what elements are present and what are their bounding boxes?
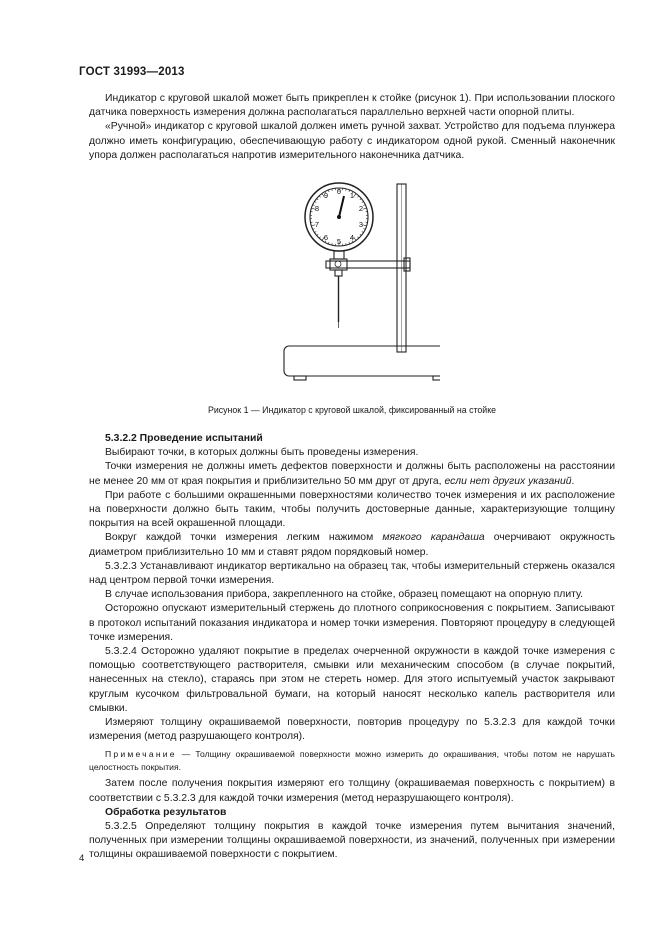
dial-number-6: 6: [323, 233, 329, 242]
paragraph-pencil-circle: Вокруг каждой точки измерения легким нажимом мягкого карандаша очерчивают окружность диаметром приблизительно 10 мм и ставят рядом порядковый номер.: [89, 532, 615, 558]
dial-hub: [337, 215, 341, 219]
paragraph-select-points: Выбирают точки, в которых должны быть проведены измерения.: [105, 447, 419, 459]
figure-caption: Рисунок 1 — Индикатор с круговой шкалой, фиксированный на стойке: [207, 405, 497, 415]
dial-number-3: 3: [358, 220, 364, 229]
dial-indicator-drawing: [240, 182, 440, 392]
base-foot-right: [433, 376, 440, 380]
section-5322: [89, 432, 615, 863]
arm-clamp: [404, 258, 410, 271]
base-foot-left: [294, 376, 306, 380]
dial-tick: [319, 237, 320, 238]
paragraph-stand-mounted: В случае использования прибора, закрепленного на стойке, образец помещают на опорную плиту.: [105, 589, 584, 601]
paragraph-large-surfaces: При работе с большими окрашенными поверхностями количество точек измерения и их расположение на поверхности должно быть таким, чтобы получить достоверные данные, характеризующие толщину покрытия на всей окрашенной площади.: [89, 489, 615, 530]
dial-tick: [363, 225, 367, 226]
dial-tick: [360, 234, 362, 235]
paragraph-5325: 5.3.2.5 Определяют толщину покрытия в каждой точке измерения путем вычитания значений, полученных при измерении толщины окрашиваемой поверхности, из значений, полученных при измерении толщины окрашиваемой поверхности с покрытием.: [89, 821, 615, 861]
dial-number-0: 0: [336, 187, 342, 196]
paragraph-nondestructive: Затем после получения покрытия измеряют его толщину (окрашиваемая поверхность с покрытием) в соответствии с 5.3.2.3 для каждой точки измерения (метод неразрушающего контроля).: [89, 778, 615, 804]
results-heading: Обработка результатов: [105, 806, 227, 818]
page-number: 4: [79, 853, 85, 864]
figure-dial-indicator: [240, 182, 440, 392]
dial-number-7: 7: [314, 220, 320, 229]
paragraph-measure-substrate: Измеряют толщину окрашиваемой поверхности, повторив процедуру по 5.3.2.3 для каждой точки измерения (метод разрушающего контроля).: [89, 717, 615, 743]
dial-tick: [319, 196, 320, 197]
dial-needle: [339, 196, 344, 217]
section-heading-5322: 5.3.2.2 Проведение испытаний: [105, 433, 263, 444]
dial-number-8: 8: [314, 204, 320, 213]
dial-tick: [357, 196, 358, 197]
dial-tick: [363, 208, 367, 209]
intro-paragraph-1: Индикатор с круговой шкалой может быть прикреплен к стойке (рисунок 1). При использовании плоского датчика поверхность измерения должна располагаться параллельно верхней части опорной плиты.: [89, 93, 615, 119]
dial-number-4: 4: [349, 233, 355, 242]
paragraph-point-requirements: Точки измерения не должны иметь дефектов поверхности и должны быть расположены на расстоянии не менее 20 мм от края покрытия и приблизительно 50 мм друг от друга, если нет других указаний.: [89, 461, 615, 487]
dial-tick: [357, 237, 358, 238]
dial-tick: [317, 234, 319, 235]
paragraph-5323: 5.3.2.3 Устанавливают индикатор вертикально на образец так, чтобы измерительный стержень оказался над центром первой точки измерения.: [89, 560, 615, 587]
dial-number-9: 9: [323, 191, 329, 200]
note: Примечание — Толщину окрашиваемой поверхности можно измерить до окрашивания, чтобы потом не нарушать целостность покрытия.: [89, 749, 615, 772]
dial-number-2: 2: [358, 204, 364, 213]
paragraph-5324: 5.3.2.4 Осторожно удаляют покрытие в пределах очерченной окружности в каждой точке измерения с помощью соответствующего растворителя, смывки или механическим способом (в случае покрытий, нанесенных на стекло), стараясь при этом не стереть номер. Для этого испытуемый участок закрывают круглым кусочком фильтровальной бумаги, на который наносят несколько капель растворителя или смывки.: [89, 646, 615, 714]
dial-tick: [317, 199, 319, 200]
dial-number-1: 1: [349, 191, 355, 200]
document-header: ГОСТ 31993—2013: [79, 66, 185, 78]
dial-tick: [360, 199, 362, 200]
intro-text: [89, 92, 615, 163]
dial-number-5: 5: [336, 237, 342, 246]
stand-base: [284, 346, 440, 376]
dial-stem: [334, 251, 344, 259]
paragraph-lower-rod: Осторожно опускают измерительный стержень до плотного соприкосновения с покрытием. Записывают в протокол испытаний показания индикатора и номер точки измерения. Повторяют процедуру в следующей точке измерения.: [89, 603, 615, 643]
intro-paragraph-2: «Ручной» индикатор с круговой шкалой должен иметь ручной захват. Устройство для подъема плунжера должно иметь конфигурацию, обеспечивающую работу с индикатором одной рукой. Сменный наконечник упора должен располагаться напротив измерительного наконечника датчика.: [89, 121, 615, 161]
